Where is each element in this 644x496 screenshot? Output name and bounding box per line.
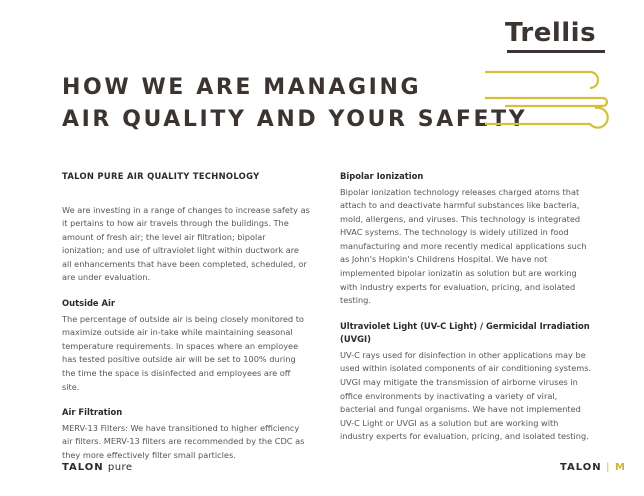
outside-air-paragraph: The percentage of outside air is being closely monitored to maximize outside air in-take while maintaining seasonal temperature requirements. In spaces where an employee has tested positive outside air will be set to 100% during the time the space is disinfected and employees are off site.: [62, 313, 304, 392]
left-column: [62, 170, 310, 462]
air-filtration-paragraph: MERV-13 Filters: We have transitioned to higher efficiency air filters. MERV-13 filters are recommended by the CDC as they more effectively filter small particles.: [62, 422, 305, 460]
talon-pure-logo: [62, 462, 133, 473]
bipolar-ionization-heading: Bipolar Ionization: [340, 171, 424, 181]
bipolar-ionization-paragraph: Bipolar ionization technology releases charged atoms that attach to and deactivate harmful substances like bacteria, mold, allergens, and viruses. This technology is integrated HVAC systems. The technology is widely utilized in food manufacturing and more recently medical applications such as John's Hopkin's Childrens Hospital. We have not implemented bipolar ionizatin as solution but are working with industry experts for evaluation, pricing, and isolated testing.: [340, 186, 587, 306]
intro-paragraph: We are investing in a range of changes to increase safety as it pertains to how air travels through the buildings. The amount of fresh air; the level air filtration; bipolar ionization; and use of ultraviolet light within ductwork are all enhancements that have been completed, scheduled, or are under evaluation.: [62, 204, 310, 283]
talon-m-brand: TALON: [560, 462, 602, 473]
title-line-1: HOW WE ARE MANAGING: [62, 75, 422, 100]
talon-m-mark: M: [615, 462, 626, 473]
talon-m-logo: [560, 462, 626, 473]
talon-pure-suffix: pure: [107, 462, 133, 473]
talon-pure-brand: TALON: [62, 462, 104, 473]
ultraviolet-paragraph: UV-C rays used for disinfection in other applications may be used within isolated components of air conditioning systems. UVGI may mitigate the transmission of airborne viruses in office environments by inactivating a variety of viral, bacterial and fungal organisms. We have not implemented UV-C Light or UVGI as a solution but are working with industry experts for evaluation, pricing, and isolated testing.: [340, 349, 592, 442]
page-title: [62, 72, 527, 136]
air-swoosh-icon: [485, 64, 615, 144]
right-column: [340, 170, 592, 444]
title-line-2: AIR QUALITY AND YOUR SAFETY: [62, 107, 528, 132]
ultraviolet-heading: Ultraviolet Light (UV-C Light) / Germicidal Irradiation (UVGI): [340, 320, 590, 345]
talon-m-separator: |: [606, 462, 611, 473]
technology-heading: TALON PURE AIR QUALITY TECHNOLOGY: [62, 171, 260, 181]
outside-air-heading: Outside Air: [62, 298, 116, 309]
trellis-logo: Trellis: [505, 18, 597, 48]
air-filtration-heading: Air Filtration: [62, 407, 123, 418]
logo-underline: [507, 50, 605, 53]
